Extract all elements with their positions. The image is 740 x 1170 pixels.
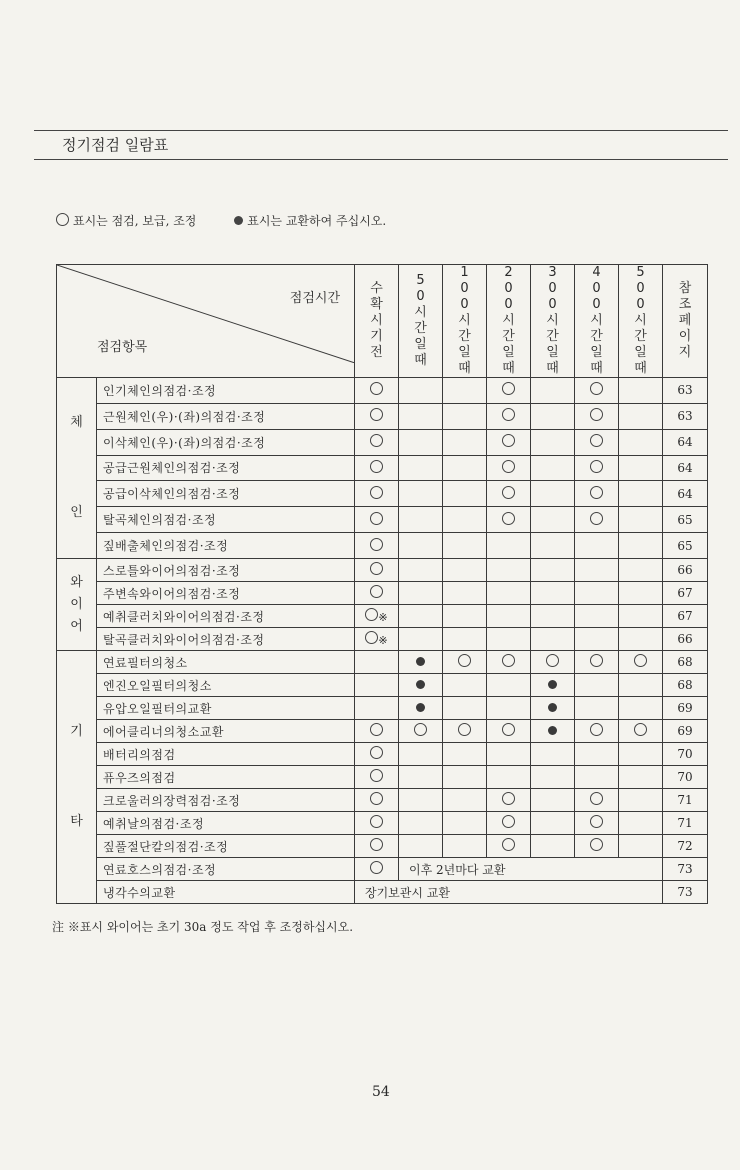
mark-cell xyxy=(531,720,575,743)
table-row xyxy=(57,789,708,812)
mark-cell xyxy=(443,720,487,743)
item-label: 인기체인의점검·조정 xyxy=(97,378,355,404)
mark-cell xyxy=(443,429,487,455)
mark-cell xyxy=(531,651,575,674)
note-cell: 이후 2년마다 교환 xyxy=(399,858,663,881)
page-ref-cell: 66 xyxy=(663,628,708,651)
page-ref-cell: 69 xyxy=(663,697,708,720)
mark-cell xyxy=(619,533,663,559)
mark-cell xyxy=(575,429,619,455)
mark-cell xyxy=(575,720,619,743)
mark-cell xyxy=(619,559,663,582)
mark-cell xyxy=(619,582,663,605)
mark-cell xyxy=(355,628,399,651)
mark-cell xyxy=(443,835,487,858)
mark-cell xyxy=(487,812,531,835)
table-row xyxy=(57,533,708,559)
legend-dot-text: 표시는 교환하여 주십시오. xyxy=(247,214,387,228)
mark-cell xyxy=(399,455,443,481)
item-label: 엔진오일필터의청소 xyxy=(97,674,355,697)
table-row xyxy=(57,812,708,835)
note-cell: 장기보관시 교환 xyxy=(355,881,663,904)
mark-cell xyxy=(575,403,619,429)
mark-cell xyxy=(399,766,443,789)
circle-mark-icon xyxy=(370,792,383,805)
mark-cell xyxy=(619,697,663,720)
mark-cell xyxy=(531,628,575,651)
interval-header: 수확시기전 xyxy=(355,265,399,378)
filled-dot-mark-icon xyxy=(416,680,425,689)
mark-cell xyxy=(443,559,487,582)
mark-cell xyxy=(443,403,487,429)
circle-mark-icon xyxy=(458,723,471,736)
circle-mark-icon xyxy=(546,654,559,667)
page-ref-cell: 68 xyxy=(663,651,708,674)
table-row xyxy=(57,835,708,858)
mark-cell xyxy=(531,582,575,605)
mark-cell xyxy=(399,533,443,559)
mark-cell xyxy=(531,559,575,582)
legend-circle-text: 표시는 점검, 보급, 조정 xyxy=(73,214,197,228)
diagonal-header xyxy=(57,265,355,378)
category-label: 기 타 xyxy=(70,724,83,829)
page-ref-cell: 67 xyxy=(663,605,708,628)
mark-cell xyxy=(355,651,399,674)
item-label: 유압오일필터의교환 xyxy=(97,697,355,720)
mark-cell xyxy=(531,533,575,559)
footnote: 注 ※표시 와이어는 초기 30a 정도 작업 후 조정하십시오. xyxy=(52,920,354,934)
table-row xyxy=(57,674,708,697)
circle-mark-icon xyxy=(590,382,603,395)
item-label: 연료필터의청소 xyxy=(97,651,355,674)
page-ref-cell: 72 xyxy=(663,835,708,858)
mark-cell xyxy=(399,481,443,507)
mark-cell xyxy=(619,674,663,697)
interval-header: 100시간일때 xyxy=(443,265,487,378)
mark-cell xyxy=(575,812,619,835)
mark-cell xyxy=(487,507,531,533)
mark-cell xyxy=(487,582,531,605)
table-row xyxy=(57,507,708,533)
item-label: 배터리의점검 xyxy=(97,743,355,766)
filled-dot-mark-icon xyxy=(548,726,557,735)
mark-cell xyxy=(399,789,443,812)
inspection-table xyxy=(56,264,708,904)
item-label: 예취날의점검·조정 xyxy=(97,812,355,835)
mark-cell xyxy=(355,766,399,789)
interval-header: 400시간일때 xyxy=(575,265,619,378)
mark-cell xyxy=(487,697,531,720)
mark-cell xyxy=(619,651,663,674)
mark-cell xyxy=(575,674,619,697)
mark-cell xyxy=(531,835,575,858)
page-ref-cell: 66 xyxy=(663,559,708,582)
page-title: 정기점검 일람표 xyxy=(62,136,169,154)
mark-cell xyxy=(355,378,399,404)
mark-cell xyxy=(531,507,575,533)
mark-cell xyxy=(443,455,487,481)
item-label: 짚풀절단칼의점검·조정 xyxy=(97,835,355,858)
mark-cell xyxy=(531,605,575,628)
mark-cell xyxy=(619,628,663,651)
circle-mark-icon xyxy=(502,723,515,736)
table-row xyxy=(57,858,708,881)
page-ref-cell: 70 xyxy=(663,766,708,789)
circle-mark-icon xyxy=(502,815,515,828)
circle-mark-icon xyxy=(458,654,471,667)
category-cell xyxy=(57,559,97,651)
circle-mark-icon xyxy=(414,723,427,736)
table-row xyxy=(57,455,708,481)
header-time-label: 점검시간 xyxy=(289,291,340,306)
filled-dot-mark-icon xyxy=(416,657,425,666)
table-row xyxy=(57,697,708,720)
mark-cell xyxy=(619,507,663,533)
circle-mark-icon xyxy=(370,562,383,575)
mark-cell xyxy=(355,674,399,697)
page-ref-cell: 63 xyxy=(663,378,708,404)
mark-cell xyxy=(575,455,619,481)
item-label: 냉각수의교환 xyxy=(97,881,355,904)
circle-mark-icon xyxy=(370,382,383,395)
mark-cell xyxy=(355,720,399,743)
mark-cell xyxy=(399,628,443,651)
mark-cell xyxy=(443,582,487,605)
category-cell xyxy=(57,378,97,559)
circle-mark-icon xyxy=(634,654,647,667)
interval-header: 200시간일때 xyxy=(487,265,531,378)
mark-cell xyxy=(355,559,399,582)
note-mark: ※ xyxy=(378,634,388,647)
mark-cell xyxy=(399,403,443,429)
mark-cell xyxy=(355,743,399,766)
mark-cell xyxy=(575,533,619,559)
mark-cell xyxy=(399,835,443,858)
mark-cell xyxy=(443,628,487,651)
mark-cell xyxy=(619,429,663,455)
page-ref-cell: 64 xyxy=(663,455,708,481)
table-row xyxy=(57,743,708,766)
page-ref-cell: 71 xyxy=(663,789,708,812)
mark-cell xyxy=(355,835,399,858)
item-label: 탈곡클러치와이어의점검·조정 xyxy=(97,628,355,651)
circle-mark-icon xyxy=(370,538,383,551)
item-label: 주변속와이어의점검·조정 xyxy=(97,582,355,605)
mark-cell xyxy=(531,743,575,766)
mark-cell xyxy=(575,582,619,605)
mark-cell xyxy=(619,403,663,429)
mark-cell xyxy=(355,455,399,481)
mark-cell xyxy=(399,378,443,404)
mark-cell xyxy=(399,812,443,835)
mark-cell xyxy=(531,766,575,789)
item-label: 연료호스의점검·조정 xyxy=(97,858,355,881)
circle-mark-icon xyxy=(590,408,603,421)
mark-cell xyxy=(575,378,619,404)
mark-cell xyxy=(487,533,531,559)
mark-cell xyxy=(575,651,619,674)
table-row xyxy=(57,720,708,743)
circle-mark-icon xyxy=(370,769,383,782)
category-cell xyxy=(57,651,97,904)
table-row xyxy=(57,651,708,674)
item-label: 에어클리너의청소교환 xyxy=(97,720,355,743)
mark-cell xyxy=(619,481,663,507)
page-number: 54 xyxy=(372,1084,390,1100)
circle-mark-icon xyxy=(502,792,515,805)
mark-cell xyxy=(355,507,399,533)
circle-mark-icon xyxy=(634,723,647,736)
item-label: 퓨우즈의점검 xyxy=(97,766,355,789)
mark-cell xyxy=(443,507,487,533)
mark-cell xyxy=(487,789,531,812)
item-label: 예취클러치와이어의점검·조정 xyxy=(97,605,355,628)
table-row xyxy=(57,429,708,455)
mark-cell xyxy=(443,533,487,559)
legend xyxy=(56,212,386,229)
filled-dot-mark-icon xyxy=(548,680,557,689)
header-row xyxy=(57,265,708,378)
page-ref-cell: 65 xyxy=(663,507,708,533)
mark-cell xyxy=(575,507,619,533)
mark-cell xyxy=(619,812,663,835)
mark-cell xyxy=(619,743,663,766)
mark-cell xyxy=(355,605,399,628)
mark-cell xyxy=(575,789,619,812)
filled-dot-mark-icon xyxy=(548,703,557,712)
circle-mark-icon xyxy=(590,460,603,473)
mark-cell xyxy=(487,651,531,674)
circle-mark-icon xyxy=(590,838,603,851)
circle-mark-icon xyxy=(365,631,378,644)
mark-cell xyxy=(487,429,531,455)
filled-dot-mark-icon xyxy=(416,703,425,712)
mark-cell xyxy=(487,743,531,766)
mark-cell xyxy=(531,429,575,455)
mark-cell xyxy=(531,378,575,404)
table-row xyxy=(57,559,708,582)
circle-mark-icon xyxy=(370,815,383,828)
mark-cell xyxy=(487,605,531,628)
interval-header: 500시간일때 xyxy=(619,265,663,378)
page-ref-cell: 73 xyxy=(663,881,708,904)
circle-mark-icon xyxy=(502,654,515,667)
circle-mark-icon xyxy=(365,608,378,621)
mark-cell xyxy=(487,403,531,429)
table-row xyxy=(57,881,708,904)
mark-cell xyxy=(399,720,443,743)
header-item-label: 점검항목 xyxy=(97,340,148,355)
mark-cell xyxy=(443,697,487,720)
page-ref-cell: 63 xyxy=(663,403,708,429)
mark-cell xyxy=(443,674,487,697)
mark-cell xyxy=(531,674,575,697)
mark-cell xyxy=(487,559,531,582)
mark-cell xyxy=(619,789,663,812)
table-row xyxy=(57,403,708,429)
mark-cell xyxy=(531,481,575,507)
circle-mark-icon xyxy=(370,486,383,499)
circle-mark-icon xyxy=(502,512,515,525)
page-ref-cell: 71 xyxy=(663,812,708,835)
mark-cell xyxy=(487,720,531,743)
mark-cell xyxy=(487,455,531,481)
mark-cell xyxy=(619,455,663,481)
circle-mark-icon xyxy=(502,382,515,395)
mark-cell xyxy=(399,651,443,674)
interval-header: 50시간일때 xyxy=(399,265,443,378)
mark-cell xyxy=(355,481,399,507)
mark-cell xyxy=(399,605,443,628)
mark-cell xyxy=(575,697,619,720)
title-bar xyxy=(34,130,728,160)
item-label: 짚배출체인의점검·조정 xyxy=(97,533,355,559)
mark-cell xyxy=(487,674,531,697)
page-ref-cell: 68 xyxy=(663,674,708,697)
mark-cell xyxy=(443,605,487,628)
page-ref-cell: 65 xyxy=(663,533,708,559)
mark-cell xyxy=(399,674,443,697)
mark-cell xyxy=(399,507,443,533)
mark-cell xyxy=(399,559,443,582)
table-row xyxy=(57,766,708,789)
mark-cell xyxy=(399,743,443,766)
mark-cell xyxy=(355,812,399,835)
item-label: 스로틀와이어의점검·조정 xyxy=(97,559,355,582)
mark-cell xyxy=(355,789,399,812)
page-ref-cell: 64 xyxy=(663,429,708,455)
item-label: 이삭체인(우)·(좌)의점검·조정 xyxy=(97,429,355,455)
mark-cell xyxy=(487,628,531,651)
circle-mark-icon xyxy=(502,486,515,499)
mark-cell xyxy=(355,533,399,559)
interval-header: 300시간일때 xyxy=(531,265,575,378)
mark-cell xyxy=(619,766,663,789)
note-mark: ※ xyxy=(378,611,388,624)
circle-mark-icon xyxy=(590,723,603,736)
mark-cell xyxy=(619,720,663,743)
mark-cell xyxy=(443,789,487,812)
table-body xyxy=(57,378,708,904)
page-ref-cell: 69 xyxy=(663,720,708,743)
page-ref-cell: 67 xyxy=(663,582,708,605)
mark-cell xyxy=(399,429,443,455)
mark-cell xyxy=(575,605,619,628)
circle-mark-icon xyxy=(590,512,603,525)
mark-cell xyxy=(443,651,487,674)
circle-mark-icon xyxy=(502,434,515,447)
mark-cell xyxy=(443,378,487,404)
circle-mark-icon xyxy=(590,486,603,499)
mark-cell xyxy=(575,559,619,582)
circle-mark-icon xyxy=(502,460,515,473)
mark-cell xyxy=(355,582,399,605)
mark-cell xyxy=(531,455,575,481)
page-ref-cell: 73 xyxy=(663,858,708,881)
circle-mark-icon xyxy=(370,460,383,473)
circle-mark-icon xyxy=(370,746,383,759)
page-ref-cell: 70 xyxy=(663,743,708,766)
category-label: 체 인 xyxy=(70,415,83,520)
table-row xyxy=(57,378,708,404)
table-row xyxy=(57,628,708,651)
table-row xyxy=(57,481,708,507)
circle-mark-icon xyxy=(590,434,603,447)
item-label: 크로울러의장력점검·조정 xyxy=(97,789,355,812)
page-ref-cell: 64 xyxy=(663,481,708,507)
item-label: 탈곡체인의점검·조정 xyxy=(97,507,355,533)
mark-cell xyxy=(575,481,619,507)
circle-mark-icon xyxy=(590,815,603,828)
mark-cell xyxy=(487,481,531,507)
circle-mark-icon xyxy=(370,585,383,598)
mark-cell xyxy=(531,812,575,835)
item-label: 근원체인(우)·(좌)의점검·조정 xyxy=(97,403,355,429)
mark-cell xyxy=(399,697,443,720)
circle-mark-icon xyxy=(590,792,603,805)
mark-cell xyxy=(443,766,487,789)
circle-mark-icon xyxy=(590,654,603,667)
circle-mark-icon xyxy=(370,838,383,851)
circle-mark-icon xyxy=(502,408,515,421)
mark-cell xyxy=(575,628,619,651)
mark-cell xyxy=(487,766,531,789)
circle-mark-icon xyxy=(370,408,383,421)
mark-cell xyxy=(531,403,575,429)
mark-cell xyxy=(531,789,575,812)
mark-cell xyxy=(619,835,663,858)
mark-cell xyxy=(399,582,443,605)
mark-cell xyxy=(443,481,487,507)
table-row xyxy=(57,605,708,628)
item-label: 공급이삭체인의점검·조정 xyxy=(97,481,355,507)
mark-cell xyxy=(575,743,619,766)
circle-mark-icon xyxy=(502,838,515,851)
circle-mark-icon xyxy=(370,434,383,447)
mark-cell xyxy=(355,697,399,720)
mark-cell xyxy=(355,858,399,881)
page-ref-header: 참조페이지 xyxy=(663,265,708,378)
circle-mark-icon xyxy=(370,861,383,874)
mark-cell xyxy=(575,766,619,789)
table-row xyxy=(57,582,708,605)
mark-cell xyxy=(443,743,487,766)
mark-cell xyxy=(487,835,531,858)
circle-icon xyxy=(56,213,69,226)
circle-mark-icon xyxy=(370,512,383,525)
mark-cell xyxy=(619,605,663,628)
mark-cell xyxy=(487,378,531,404)
circle-mark-icon xyxy=(370,723,383,736)
mark-cell xyxy=(619,378,663,404)
mark-cell xyxy=(443,812,487,835)
filled-dot-icon xyxy=(234,216,243,225)
category-label: 와 이 어 xyxy=(70,574,83,634)
item-label: 공급근원체인의점검·조정 xyxy=(97,455,355,481)
mark-cell xyxy=(575,835,619,858)
mark-cell xyxy=(355,403,399,429)
mark-cell xyxy=(355,429,399,455)
mark-cell xyxy=(531,697,575,720)
